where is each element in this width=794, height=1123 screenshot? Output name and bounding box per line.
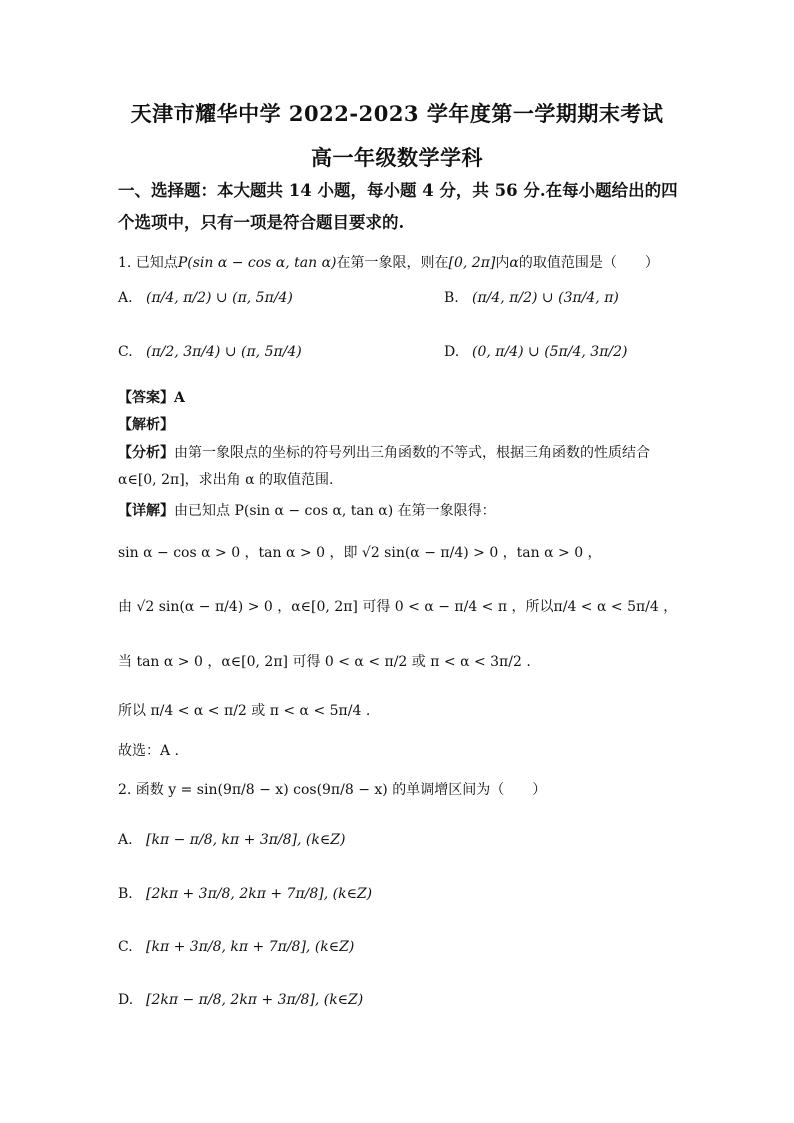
fenxi-tag: 【分析】 xyxy=(118,445,174,461)
q1-interval: [0, 2π] xyxy=(448,255,496,271)
q1-xiangjie xyxy=(118,500,496,520)
q1-option-c[interactable] xyxy=(118,344,302,360)
exam-title: 天津市耀华中学 2022-2023 学年度第一学期期末考试 xyxy=(130,101,664,126)
option-text: [kπ − π/8, kπ + 3π/8], (k∈Z) xyxy=(146,832,346,848)
q1-fenxi xyxy=(118,442,650,462)
q1-step-3: 当 tan α > 0 ，α∈[0, 2π] 可得 0 < α < π/2 或 π < α < 3π/2 . xyxy=(118,654,531,670)
q1-option-d[interactable] xyxy=(444,344,627,360)
q1-step-1: sin α − cos α > 0 ，tan α > 0 ，即 √2 sin(α − π/4) > 0 ，tan α > 0 ， xyxy=(118,545,602,561)
option-label: D. xyxy=(444,344,460,360)
q2-stem: 2. 函数 y = sin(9π/8 − x) cos(9π/8 − x) 的单调增区间为（ ） xyxy=(118,782,547,798)
q2-option-d[interactable] xyxy=(118,992,363,1008)
option-label: C. xyxy=(118,344,133,360)
q1-fenxi-cont: α∈[0, 2π]，求出角 α 的取值范围. xyxy=(118,472,334,488)
q1-tail: 的取值范围是（ ） xyxy=(518,255,659,271)
fenxi-text: 由第一象限点的坐标的符号列出三角函数的不等式，根据三角函数的性质结合 xyxy=(174,445,650,461)
q1-step-2 xyxy=(118,596,677,616)
option-label: B. xyxy=(118,886,133,902)
option-text: (0, π/4) ∪ (5π/4, 3π/2) xyxy=(472,344,628,360)
q1-answer: 【答案】A xyxy=(118,390,185,406)
step2-text: 由 √2 sin(α − π/4) > 0 ，α∈[0, 2π] 可得 0 < α − π/4 < π ，所以 xyxy=(118,599,554,615)
option-text: (π/4, π/2) ∪ (3π/4, π) xyxy=(472,290,619,306)
q1-point: P(sin α − cos α, tan α) xyxy=(177,255,337,271)
option-label: C. xyxy=(118,939,133,955)
q2-option-a[interactable] xyxy=(118,832,345,848)
option-label: A. xyxy=(118,832,133,848)
q1-conclusion: 故选：A . xyxy=(118,743,180,759)
option-text: (π/4, π/2) ∪ (π, 5π/4) xyxy=(146,290,293,306)
option-text: [2kπ − π/8, 2kπ + 3π/8], (k∈Z) xyxy=(146,992,364,1008)
q1-mid: 在第一象限，则在 xyxy=(336,255,449,271)
option-label: D. xyxy=(118,992,134,1008)
step2-result: π/4 < α < 5π/4 ， xyxy=(553,599,678,615)
q1-option-a[interactable] xyxy=(118,290,293,306)
option-text: [2kπ + 3π/8, 2kπ + 7π/8], (k∈Z) xyxy=(146,886,373,902)
q1-suffix: 内 xyxy=(495,255,510,271)
q1-step-4: 所以 π/4 < α < π/2 或 π < α < 5π/4 . xyxy=(118,703,371,719)
q1-option-b[interactable] xyxy=(444,290,619,306)
option-text: [kπ + 3π/8, kπ + 7π/8], (k∈Z) xyxy=(146,939,355,955)
q2-option-c[interactable] xyxy=(118,939,354,955)
q1-alpha: α xyxy=(509,255,519,271)
section-instructions: 一、选择题：本大题共 14 小题，每小题 4 分，共 56 分.在每小题给出的四个选项中，只有一项是符合题目要求的. xyxy=(118,181,678,232)
option-label: A. xyxy=(118,290,133,306)
q2-option-b[interactable] xyxy=(118,886,372,902)
q1-analysis-heading: 【解析】 xyxy=(118,417,174,433)
q1-prefix: 1. 已知点 xyxy=(118,255,178,271)
q1-stem xyxy=(118,252,659,272)
xiangjie-tag: 【详解】 xyxy=(118,503,174,519)
option-text: (π/2, 3π/4) ∪ (π, 5π/4) xyxy=(146,344,302,360)
option-label: B. xyxy=(444,290,459,306)
xiangjie-text: 由已知点 P(sin α − cos α, tan α) 在第一象限得： xyxy=(174,503,496,519)
exam-subtitle: 高一年级数学学科 xyxy=(311,145,483,170)
